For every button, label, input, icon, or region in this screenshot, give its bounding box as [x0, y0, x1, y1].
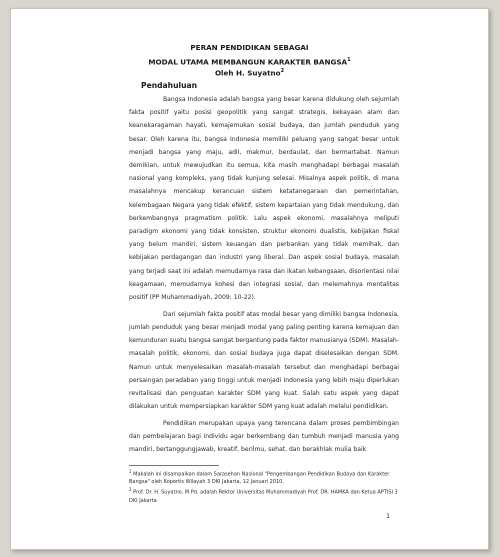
footnote-2-marker: 2 — [129, 487, 132, 493]
footnote-2-text: Prof. Dr. H. Suyatno, M.Pd. adalah Rektor Universitas Muhammadiyah Prof. DR. HAMKA dan Ketua APTISI 3 DKI Jakarta — [129, 490, 398, 504]
body-text — [129, 93, 399, 460]
document-title-line-1: PERAN PENDIDIKAN SEBAGAI — [190, 43, 309, 52]
author-footnote-marker: 2 — [280, 68, 285, 74]
paragraph: Bangsa Indonesia adalah bangsa yang besar karena didukung oleh sejumlah fakta positif yaitu posisi geopolitik yang sangat strategis, kekayaan alam dan keanekaragaman hayati, kemajemukan sosial budaya, dan jumlah penduduk yang besar. Oleh karena itu, bangsa Indonesia memiliki peluang yang sangat besar untuk menjadi bangsa yang maju, adil, makmur, berdaulat, dan bermartabat. Namun demikian, untuk mewujudkan itu semua, kita masih menghadapi berbagai masalah nasional yang kompleks, yang tidak kunjung selesai. Misalnya aspek politik, di mana masalahnya mencakup kerancuan sistem ketatanegaraan dan pemerintahan, kelembagaan Negara yang tidak efektif, sistem kepartaian yang tidak mendukung, dan berkembangnya pragmatism politik. Lalu aspek ekonomi, masalahnya meliputi paradigm ekonomi yang tidak konsisten, struktur ekonomi dualistis, kebijakan fiskal yang belum mandiri, sistem keuangan dan perbankan yang tidak memihak, dan kebijakan perdagangan dan industri yang liberal. Dan aspek sosial budaya, masalah yang terjadi saat ini adalah memudarnya rasa dan ikatan kebangsaan, disorientasi nilai keagamaan, memudarnya kohesi dan integrasi sosial, dan melemahnya mentalitas positif (PP Muhammadiyah, 2009: 10-22). — [129, 96, 399, 302]
author-name: Oleh H. Suyatno — [214, 68, 281, 78]
title-line-2-text: MODAL UTAMA MEMBANGUN KARAKTER BANGSA — [148, 57, 348, 67]
footnote-divider — [129, 465, 219, 466]
document-page — [10, 8, 489, 550]
author-line — [11, 66, 488, 78]
section-heading: Pendahuluan — [141, 81, 198, 90]
title-footnote-marker: 1 — [347, 57, 351, 63]
footnote-1-marker: 1 — [129, 469, 132, 474]
page-number: 1 — [386, 512, 391, 520]
paragraph: Dari sejumlah fakta positif atas modal besar yang dimiliki bangsa Indonesia, jumlah penduduk yang besar menjadi modal yang paling penting karena kemajuan dan kemunduran suatu bangsa sangat bergantung pada faktor manusianya (SDM). Masalah-masalah politik, ekonomi, dan sosial budaya juga dapat diselesaikan dengan SDM. Namun untuk menyelesaikan masalah-masalah tersebut dan menghadapi berbagai persaingan peradaban yang tinggi untuk menjadi Indonesia yang lebih maju diperlukan revitalisasi dan penguatan karakter SDM yang kuat. Salah satu aspek yang dapat dilakukan untuk mempersiapkan karakter SDM yang kuat adalah melalui pendidikan. — [129, 310, 399, 411]
footnote-1 — [129, 468, 399, 486]
footnotes — [129, 468, 399, 505]
paragraph: Pendidikan merupakan upaya yang terencana dalam proses pembimbingan dan pembelajaran bagi individu agar berkembang dan tumbuh menjadi manusia yang mandiri, bertanggungjawab, kreatif, berilmu, sehat, dan berakhlak mulia baik — [129, 419, 399, 454]
footnote-2 — [129, 486, 399, 504]
footnote-1-text: Makalah ini disampaikan dalam Sarasehan Nasional "Pengembangan Pendidikan Budaya dan Karakter Bangsa" oleh Kopertis Wilayah 3 DKI Jakarta, 12 Januari 2010. — [129, 471, 390, 486]
